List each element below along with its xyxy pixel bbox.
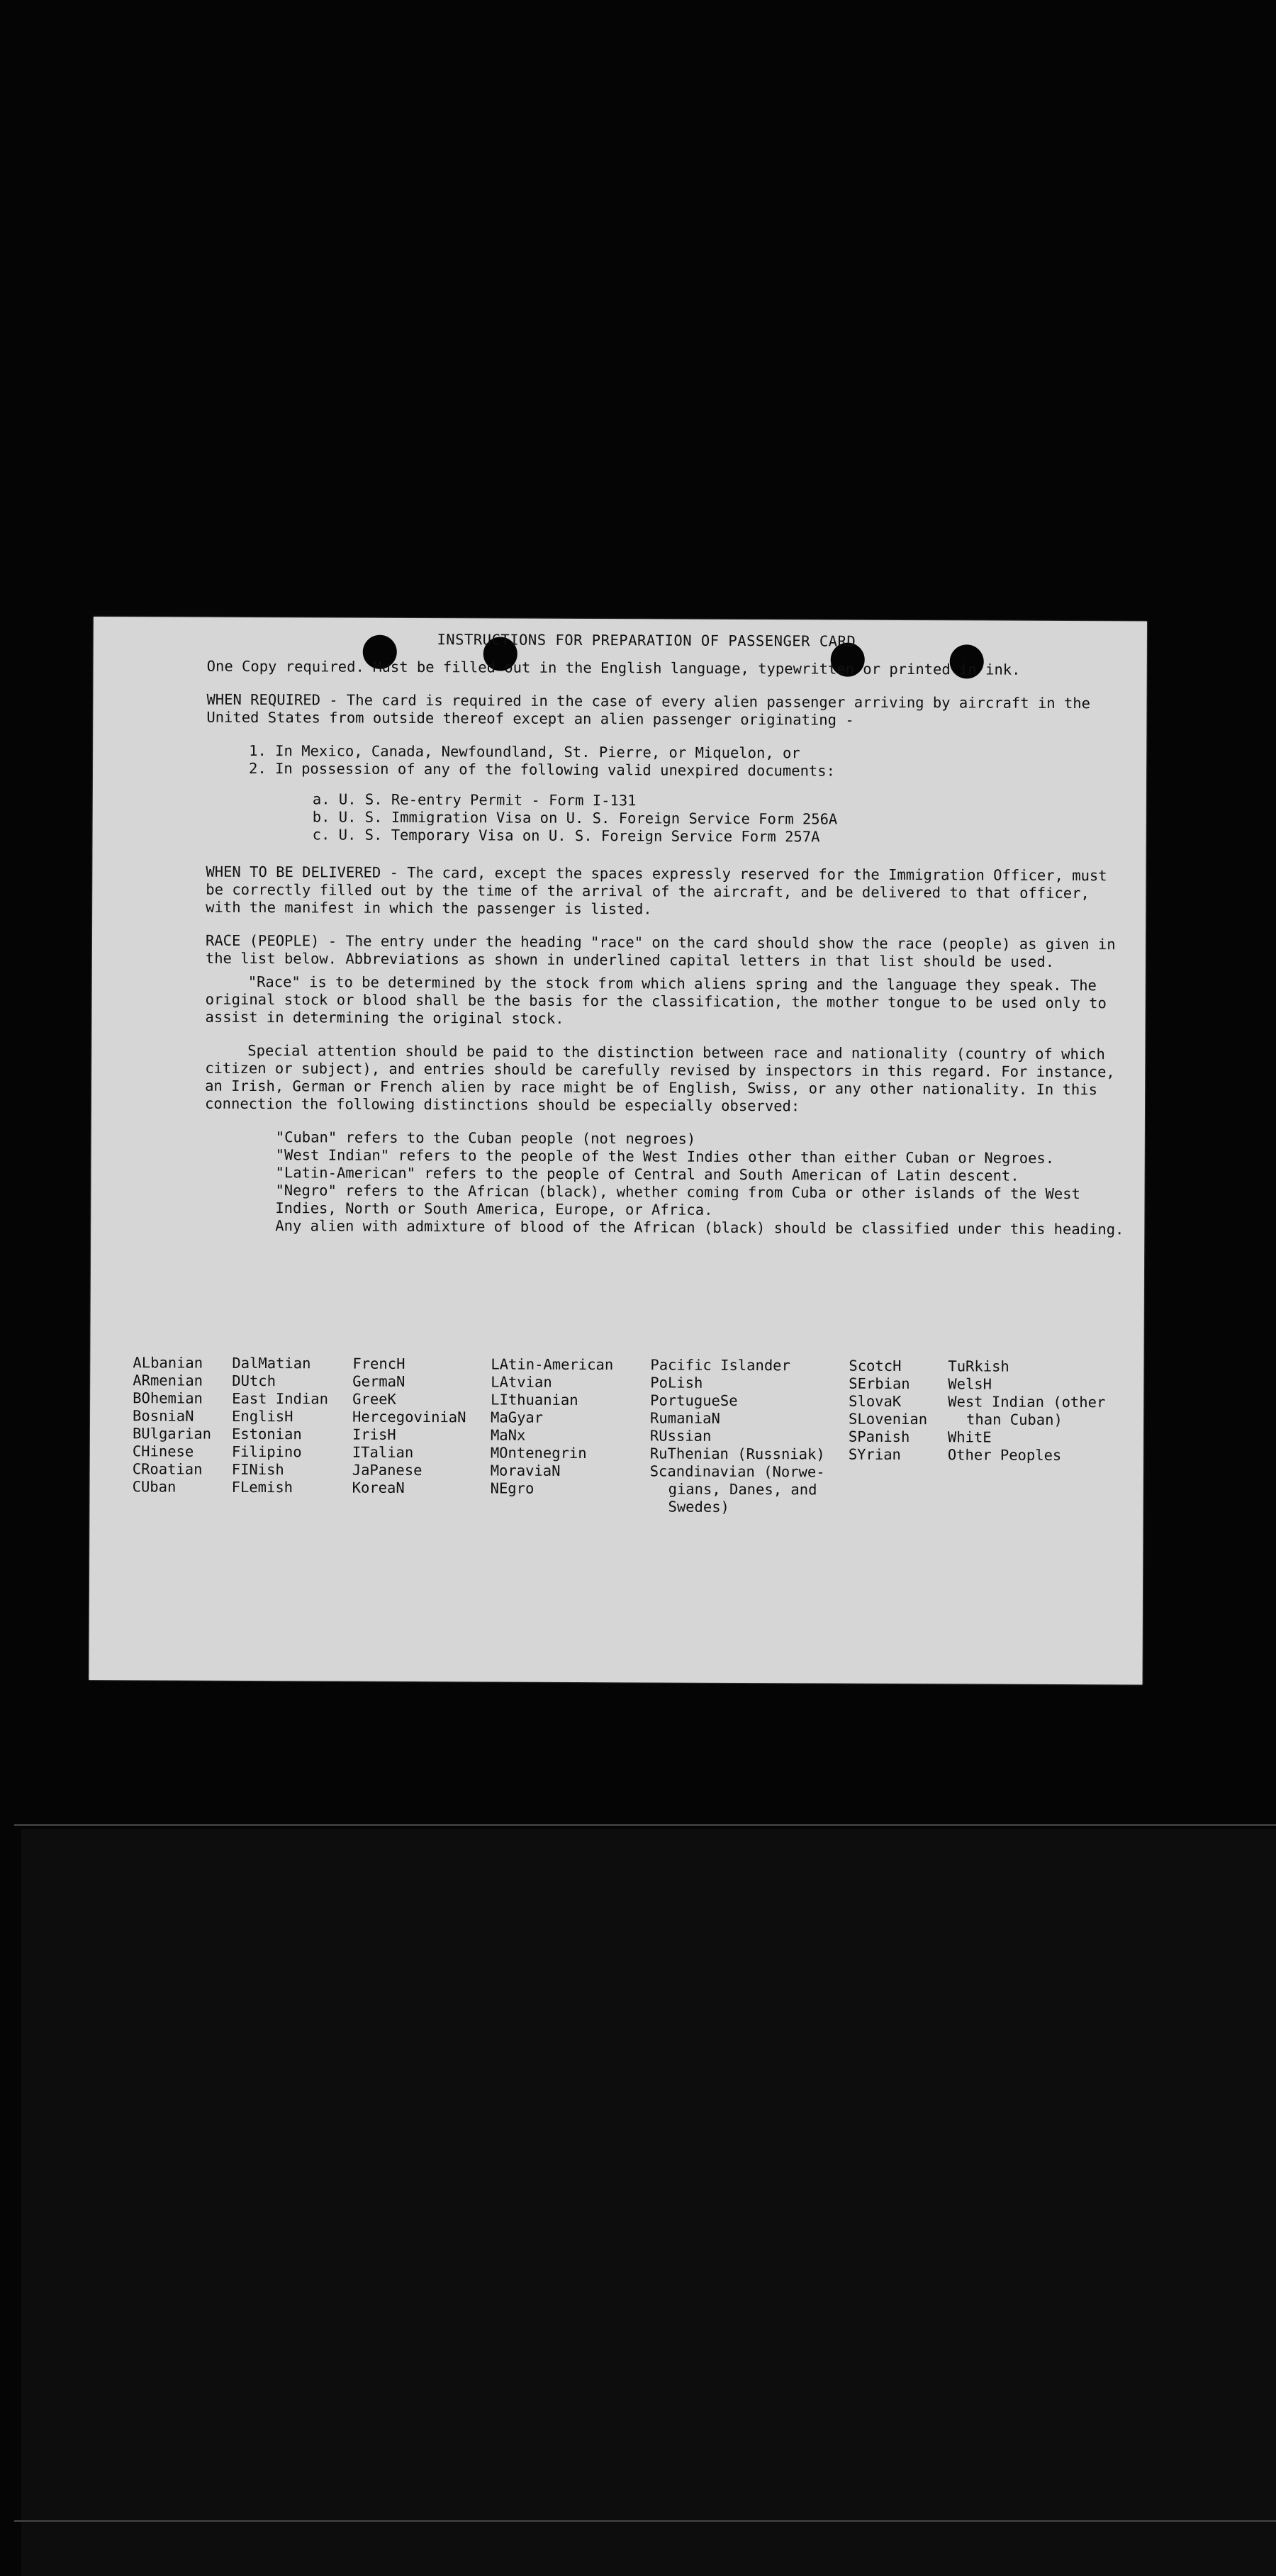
race-item: ARmenian — [133, 1372, 203, 1389]
documents-list — [313, 790, 1128, 847]
document-item-c: c. U. S. Temporary Visa on U. S. Foreign Service Form 257A — [312, 826, 820, 846]
race-item: DalMatian — [232, 1354, 311, 1372]
race-item: ALbanian — [133, 1354, 203, 1372]
race-item: Pacific Islander — [650, 1356, 790, 1374]
when-required-paragraph: WHEN REQUIRED - The card is required in the case of every alien passenger arriving by aircraft in the United States from outside thereof except an alien passenger originating - — [206, 690, 1091, 729]
race-column-1 — [133, 1354, 212, 1496]
race-item: Filipino — [231, 1443, 302, 1461]
race-item: SlovaK — [849, 1392, 902, 1410]
race-column-4 — [491, 1355, 614, 1498]
race-item: JaPanese — [352, 1461, 422, 1479]
race-item: MaNx — [490, 1426, 526, 1444]
race-item: SErbian — [849, 1374, 910, 1393]
document-body — [204, 630, 1129, 1258]
race-item: WhitE — [947, 1428, 992, 1446]
race-item: CUban — [132, 1478, 177, 1496]
document-item-a: a. U. S. Re-entry Permit - Form I-131 — [312, 790, 637, 810]
race-item: NEgro — [490, 1479, 535, 1497]
race-item: CRoatian — [132, 1460, 203, 1478]
definition-negro: "Negro" refers to the African (black), whether coming from Cuba or other islands of the West Indies, North or South America, Europe, or Africa. — [275, 1182, 1080, 1219]
race-item: than Cuban) — [966, 1411, 1063, 1428]
when-delivered-paragraph: WHEN TO BE DELIVERED - The card, except the spaces expressly reserved for the Immigration Officer, must be correctly filled out by the time of the arrival of the aircraft, and be delivered to that officer, with the manifest in which the passenger is listed. — [206, 863, 1107, 918]
race-item: MoraviaN — [490, 1462, 561, 1479]
race-item: SLovenian — [849, 1410, 928, 1428]
race-item: RUssian — [649, 1427, 712, 1445]
definition-latin-american: "Latin-American" refers to the people of Central and South American of Latin descent. — [275, 1164, 1019, 1185]
race-item: PoLish — [650, 1374, 703, 1391]
race-item: Swedes) — [668, 1498, 729, 1516]
race-item: PortugueSe — [650, 1391, 738, 1409]
scan-background-lower — [21, 1829, 1276, 2576]
race-column-5 — [649, 1356, 825, 1516]
race-item: BosniaN — [133, 1407, 194, 1425]
race-item: TuRkish — [948, 1357, 1009, 1375]
race-item: East Indian — [232, 1389, 329, 1408]
document-title: INSTRUCTIONS FOR PREPARATION OF PASSENGER CARD — [437, 631, 856, 650]
race-item: BOhemian — [133, 1389, 203, 1407]
race-determined-paragraph: "Race" is to be determined by the stock from which aliens spring and the language they speak. The original stock or blood shall be the basis for the classification, the mother tongue to be used only to assist in determining the original stock. — [205, 973, 1107, 1027]
origin-item-2: 2. In possession of any of the following valid unexpired documents: — [249, 759, 836, 780]
race-column-2 — [232, 1355, 329, 1497]
definition-west-indian: "West Indian" refers to the people of the West Indies other than either Cuban or Negroes. — [275, 1146, 1055, 1167]
race-people-paragraph: RACE (PEOPLE) - The entry under the heading "race" on the card should show the race (people) as given in the list below. Abbreviations as shown in underlined capital letters in that list should be used. — [205, 931, 1116, 970]
document-item-b: b. U. S. Immigration Visa on U. S. Foreign Service Form 256A — [312, 808, 838, 828]
race-item: ScotcH — [849, 1357, 902, 1374]
scan-edge-line-2 — [14, 2520, 1276, 2522]
race-item: Scandinavian (Norwe- — [649, 1462, 825, 1481]
definitions-list — [275, 1129, 1126, 1238]
race-item: LAtin-American — [491, 1355, 614, 1374]
race-item: Estonian — [231, 1425, 302, 1443]
origin-item-1: 1. In Mexico, Canada, Newfoundland, St. Pierre, or Miquelon, or — [249, 741, 800, 762]
race-item: CHinese — [132, 1443, 194, 1460]
race-item: GermaN — [352, 1372, 405, 1390]
special-attention-paragraph: Special attention should be paid to the distinction between race and nationality (country of which citizen or subject), and entries should be carefully revised by inspectors in this regard. For instance, an Irish, German or French alien by race might be of English, Swiss, or any other nationality. In this connection the following distinctions should be especially observed: — [204, 1041, 1115, 1115]
race-item: SYrian — [848, 1445, 901, 1463]
race-item: Other Peoples — [947, 1446, 1062, 1464]
race-column-3 — [352, 1355, 466, 1498]
definition-cuban: "Cuban" refers to the Cuban people (not negroes) — [275, 1129, 696, 1148]
race-item: ITalian — [352, 1443, 414, 1461]
race-item: FrencH — [352, 1355, 405, 1372]
race-item: FLemish — [231, 1478, 293, 1496]
race-item: HercegoviniaN — [352, 1408, 466, 1426]
race-item: EnglisH — [232, 1407, 293, 1426]
race-item: BUlgarian — [132, 1425, 212, 1443]
race-item: GreeK — [352, 1390, 396, 1408]
race-item: FINish — [231, 1460, 284, 1479]
race-item: gians, Danes, and — [668, 1480, 817, 1499]
race-item: WelsH — [948, 1375, 992, 1393]
race-item: LIthuanian — [491, 1391, 578, 1409]
race-item: West Indian (other — [948, 1393, 1106, 1411]
document-page — [89, 617, 1147, 1684]
race-column-6 — [849, 1357, 928, 1464]
race-item: IrisH — [352, 1426, 396, 1443]
race-item: MaGyar — [491, 1409, 544, 1426]
race-column-7 — [948, 1357, 1106, 1465]
definition-admixture: Any alien with admixture of blood of the African (black) should be classified under this heading. — [275, 1217, 1124, 1238]
race-list — [132, 1354, 1125, 1516]
race-item: DUtch — [232, 1372, 276, 1390]
race-item: RuThenian (Russniak) — [649, 1445, 825, 1463]
origin-list — [249, 742, 1128, 781]
race-item: SPanish — [848, 1428, 910, 1446]
intro-paragraph: One Copy required. Must be filled out in the English language, typewritten or printed in ink. — [206, 657, 1021, 678]
race-item: KoreaN — [352, 1479, 405, 1496]
race-item: RumaniaN — [650, 1409, 720, 1427]
scan-edge-line-1 — [14, 1824, 1276, 1826]
race-item: MOntenegrin — [490, 1444, 587, 1462]
race-item: LAtvian — [491, 1373, 552, 1391]
